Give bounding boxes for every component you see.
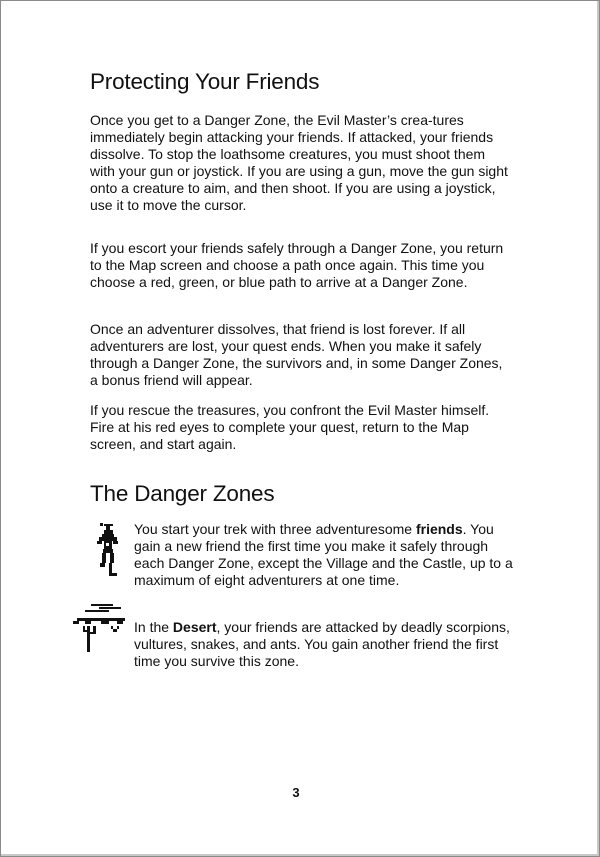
zone-desert-description xyxy=(134,619,514,670)
desert-icon xyxy=(73,604,129,662)
zone-text-end: , your friends are attacked by deadly scorpions, vultures, snakes, and ants. You gain another friend the first time you survive this zone. xyxy=(134,619,510,669)
zone-keyword-desert: Desert xyxy=(172,619,217,635)
section-title-danger-zones: The Danger Zones xyxy=(90,481,275,506)
zone-text-start: You start your trek with three adventuresome xyxy=(134,521,416,537)
paragraph-evil-master: If you rescue the treasures, you confront the Evil Master himself. Fire at his red eyes to complete your quest, return to the Map screen, and start again. xyxy=(90,402,490,452)
paragraph-adventurer-dissolves: Once an adventurer dissolves, that friend is lost forever. If all adventurers are lost, your quest ends. When you make it safely through a Danger Zone, the survivors and, in some Danger Zones, a bonus friend will appear. xyxy=(90,321,503,388)
paragraph-escort-friends: If you escort your friends safely through a Danger Zone, you return to the Map screen and choose a path once again. This time you choose a red, green, or blue path to arrive at a Danger Zone. xyxy=(90,240,504,290)
zone-keyword-friends: friends xyxy=(415,521,463,537)
zone-friends-description xyxy=(134,521,514,589)
paragraph-danger-zone-attack: Once you get to a Danger Zone, the Evil Master’s crea-tures immediately begin attacking your friends. If attacked, your friends dissolve. To stop the loathsome creatures, you must shoot them with your gun or joystick. If you are using a gun, move the gun sight onto a creature to aim, and then shoot. If you are using a joystick, use it to move the cursor. xyxy=(90,112,508,213)
adventurer-icon xyxy=(96,523,120,581)
zone-text-start: In the xyxy=(134,619,173,635)
section-title-protecting: Protecting Your Friends xyxy=(90,69,320,94)
zone-text-end: . You gain a new friend the first time you make it safely through each Danger Zone, except the Village and the Castle, up to a maximum of eight adventurers at one time. xyxy=(134,521,513,588)
page-number: 3 xyxy=(292,785,300,800)
